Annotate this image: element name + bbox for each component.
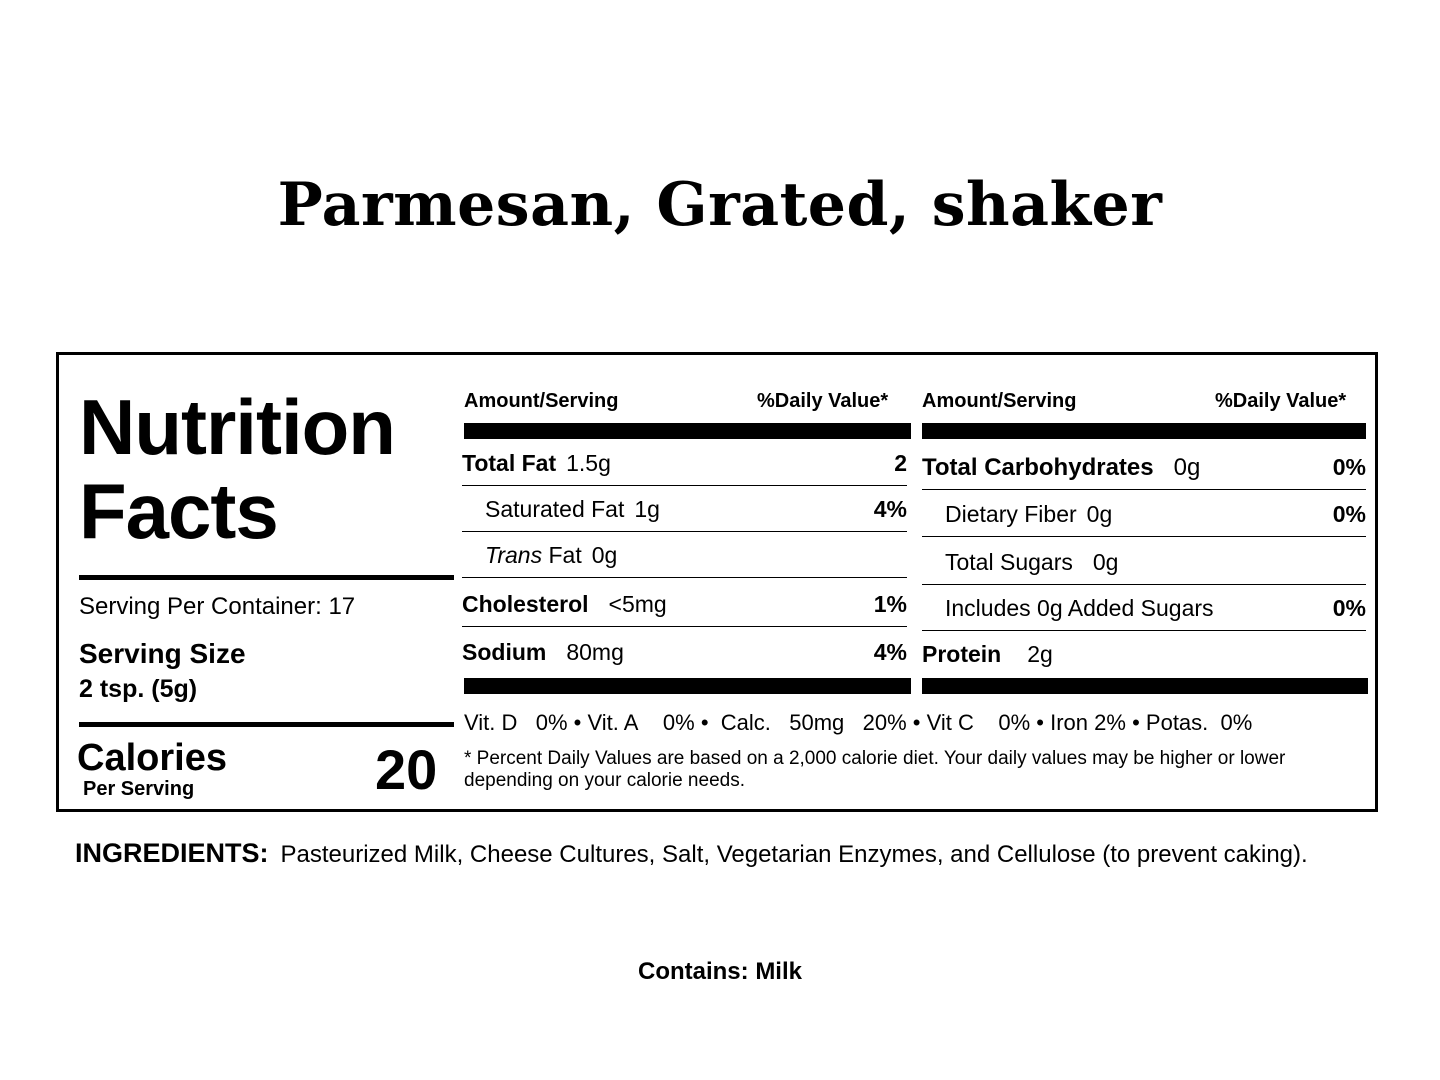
nutrient-row — [922, 539, 1366, 585]
vit-a-label: Vit. A — [587, 710, 639, 735]
thick-rule-top-left — [79, 575, 454, 580]
ingredients-label: INGREDIENTS: — [75, 838, 269, 868]
nutrient-daily-value: 2 — [894, 450, 907, 476]
bullet: • — [1132, 710, 1140, 735]
calcium-label: Calc. — [720, 710, 771, 735]
nutrient-amount: 0g — [1173, 454, 1201, 481]
calcium-value: 20% — [862, 710, 907, 735]
potassium-value: 0% — [1220, 710, 1253, 735]
nutrient-daily-value: 1% — [873, 591, 907, 617]
nutrient-amount: 0g — [591, 542, 618, 568]
nutrient-name: Dietary Fiber — [945, 501, 1077, 527]
thick-bar-bottom-right — [922, 678, 1368, 694]
nutrient-name: Sodium — [462, 639, 547, 665]
thick-bar-top-left — [464, 423, 911, 439]
nutrient-amount: 0g — [1086, 501, 1113, 527]
nutrient-amount: 1.5g — [566, 450, 611, 476]
nutrient-amount: <5mg — [608, 591, 667, 617]
nutrient-row — [922, 585, 1366, 631]
servings-per-container: Serving Per Container: 17 — [79, 593, 356, 620]
nutrient-row — [922, 444, 1366, 490]
vit-c-label: Vit C — [926, 710, 974, 735]
daily-value-header-left: %Daily Value* — [757, 390, 889, 412]
nutrition-facts-panel — [56, 352, 1378, 812]
nutrient-amount: 2g — [1027, 641, 1053, 667]
calories-label: Calories — [77, 737, 227, 779]
vit-d-label: Vit. D — [464, 710, 518, 735]
row-divider — [462, 626, 907, 627]
nutrient-name: Includes 0g Added Sugars — [945, 595, 1214, 621]
row-divider — [922, 536, 1366, 537]
vit-c-value: 0% — [998, 710, 1031, 735]
nutrient-amount: 0g — [1092, 549, 1119, 575]
bullet: • — [1036, 710, 1044, 735]
nutrient-daily-value: 4% — [873, 639, 907, 665]
nutrient-row — [462, 581, 907, 627]
potassium-label: Potas. — [1145, 710, 1209, 735]
daily-value-header-right: %Daily Value* — [1215, 390, 1347, 412]
nutrient-name: Protein — [922, 641, 1002, 667]
bullet: • — [912, 710, 921, 735]
calcium-amount: 50mg — [789, 710, 845, 735]
vit-a-value: 0% — [662, 710, 695, 735]
nutrient-daily-value: 4% — [873, 496, 907, 522]
nutrient-name: Fat — [548, 542, 582, 568]
nutrient-name: Total Sugars — [945, 549, 1073, 575]
nutrient-daily-value: 0% — [1332, 454, 1366, 480]
nutrient-row — [462, 486, 907, 532]
nutrient-row — [922, 631, 1366, 677]
nutrient-name: Saturated Fat — [485, 496, 625, 522]
nutrient-name: Total Fat — [462, 450, 557, 476]
nutrient-name: Cholesterol — [462, 591, 589, 617]
serving-size-label: Serving Size — [79, 638, 246, 669]
nutrient-name-italic: Trans — [485, 542, 543, 568]
iron-value: 2% — [1094, 710, 1126, 735]
row-divider — [922, 489, 1366, 490]
product-title: Parmesan, Grated, shaker — [277, 170, 1163, 240]
ingredients-text: Pasteurized Milk, Cheese Cultures, Salt, Vegetarian Enzymes, and Cellulose (to prevent caking). — [280, 841, 1308, 868]
amount-per-serving-header-left: Amount/Serving — [464, 390, 619, 412]
nutrient-row — [922, 491, 1366, 537]
bullet: • — [700, 710, 709, 735]
nutrient-row — [462, 629, 907, 675]
serving-size-value: 2 tsp. (5g) — [79, 675, 198, 703]
nutrient-amount: 80mg — [566, 639, 624, 665]
daily-value-footnote: * Percent Daily Values are based on a 2,000 calorie diet. Your daily values may be higher or lower depending on your calorie needs. — [464, 748, 1286, 791]
nutrient-row — [462, 440, 907, 486]
thick-bar-bottom-left — [464, 678, 911, 694]
nutrient-name: Total Carbohydrates — [922, 454, 1154, 481]
thick-rule-mid-left — [79, 722, 454, 727]
nutrient-daily-value: 0% — [1332, 501, 1366, 527]
nutrient-amount: 1g — [634, 496, 660, 522]
ingredients-line — [75, 838, 1308, 869]
heading-line-2: Facts — [79, 467, 278, 555]
calories-value: 20 — [375, 738, 438, 801]
amount-per-serving-header-right: Amount/Serving — [922, 390, 1077, 412]
nutrient-row — [462, 532, 907, 578]
heading-line-1: Nutrition — [79, 383, 395, 471]
bullet: • — [573, 710, 582, 735]
thick-bar-top-right — [922, 423, 1366, 439]
vit-d-value: 0% — [535, 710, 568, 735]
nutrient-daily-value: 0% — [1332, 595, 1366, 621]
vitamins-line — [464, 710, 1252, 736]
iron-label: Iron — [1050, 710, 1089, 735]
allergen-statement: Contains: Milk — [637, 958, 802, 985]
row-divider — [462, 577, 907, 578]
per-serving-label: Per Serving — [83, 778, 195, 800]
nutrition-facts-heading — [79, 385, 395, 553]
